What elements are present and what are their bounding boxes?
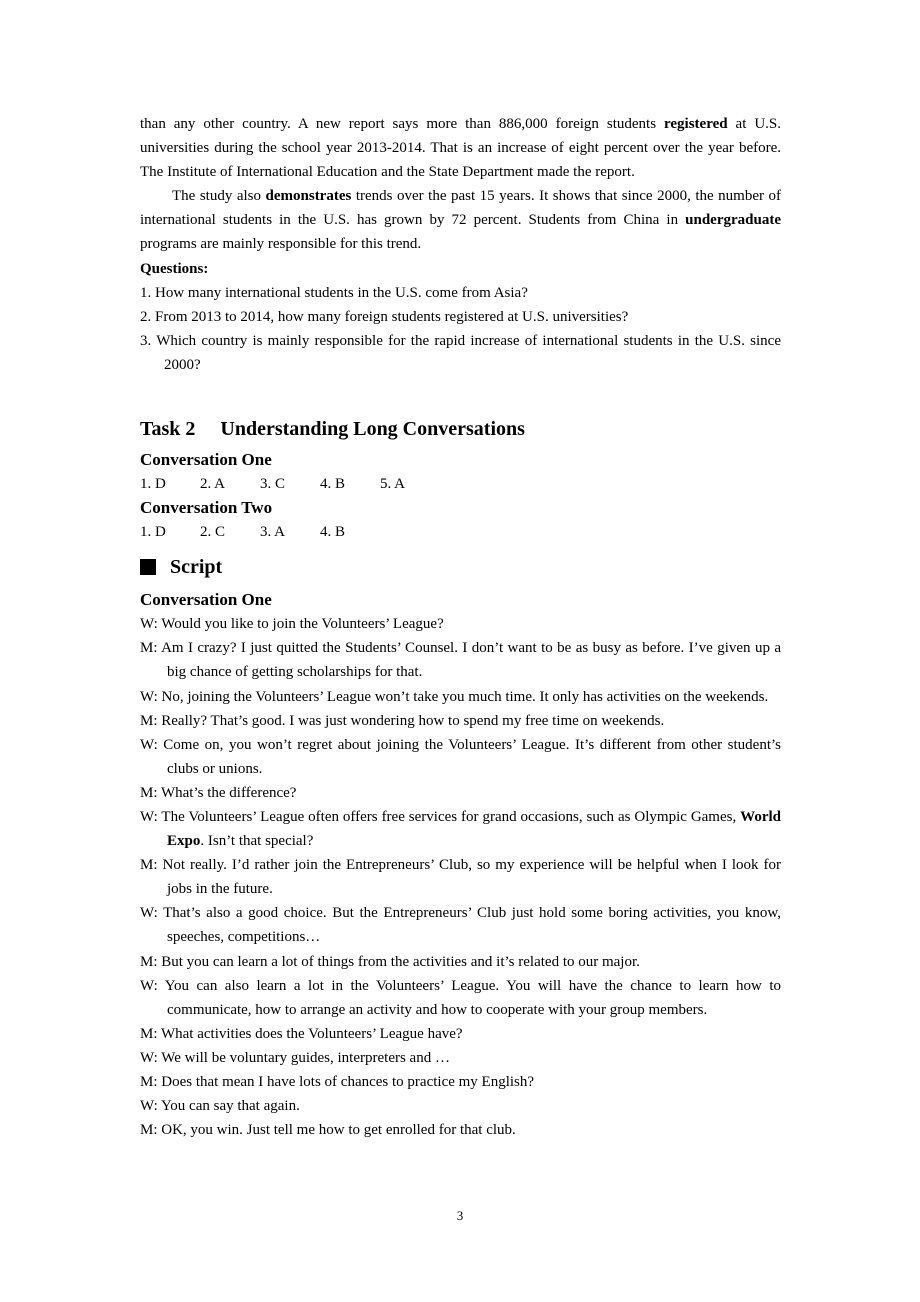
answer: 2. C	[200, 524, 226, 541]
square-bullet-icon	[140, 559, 156, 575]
answer: 4. B	[320, 524, 346, 541]
dialogue-line: W: That’s also a good choice. But the Entrepreneurs’ Club just hold some boring activities, you know, speeches, competitions…	[140, 905, 781, 946]
text: The study also	[172, 188, 266, 205]
answer: 4. B	[320, 476, 346, 493]
document-body	[140, 112, 781, 1142]
conversation-one-answers	[140, 472, 781, 496]
dialogue-line: M: OK, you win. Just tell me how to get enrolled for that club.	[140, 1122, 516, 1139]
script-conversation-one-heading: Conversation One	[140, 590, 272, 610]
dialogue-line: W: Come on, you won’t regret about joining the Volunteers’ League. It’s different from other student’s clubs or unions.	[140, 736, 781, 777]
page-number: 3	[456, 1208, 464, 1223]
task-2-heading: Task 2 Understanding Long Conversations	[140, 418, 525, 441]
bold-term: World Expo	[167, 808, 781, 850]
text: than any other country. A new report says more than 886,000 foreign students	[140, 116, 664, 132]
script-heading	[140, 552, 781, 582]
answer: 3. C	[260, 476, 286, 493]
answer: 3. A	[260, 524, 286, 541]
text: . Isn’t that special?	[200, 833, 314, 850]
bold-term: undergraduate	[685, 212, 781, 229]
answer: 5. A	[380, 476, 406, 493]
answer: 2. A	[200, 476, 226, 493]
text: trends over the past 15 years. It shows that since 2000, the number of international students in the U.S. has grown by 72 percent. Students from China in	[140, 188, 781, 229]
dialogue-line: W: Would you like to join the Volunteers’ League?	[140, 616, 444, 633]
questions-label: Questions:	[140, 260, 209, 277]
dialogue-line: W: We will be voluntary guides, interpreters and …	[140, 1049, 450, 1066]
dialogue-line: M: Am I crazy? I just quitted the Students’ Counsel. I don’t want to be as busy as before. I’ve given up a big chance of getting scholarships for that.	[140, 640, 781, 681]
dialogue-line: M: What activities does the Volunteers’ League have?	[140, 1025, 463, 1042]
dialogue-line: W: No, joining the Volunteers’ League won’t take you much time. It only has activities on the weekends.	[140, 688, 769, 705]
dialogue-line: M: Really? That’s good. I was just wondering how to spend my free time on weekends.	[140, 712, 665, 729]
intro-paragraph-2	[140, 184, 781, 256]
question-2: 2. From 2013 to 2014, how many foreign students registered at U.S. universities?	[140, 308, 629, 325]
question-3: 3. Which country is mainly responsible for the rapid increase of international students in the U.S. since 2000?	[140, 332, 781, 373]
dialogue-line	[140, 805, 781, 853]
dialogue-line: M: Not really. I’d rather join the Entrepreneurs’ Club, so my experience will be helpful when I look for jobs in the future.	[140, 857, 781, 898]
dialogue-line: M: What’s the difference?	[140, 784, 297, 801]
bold-term: registered	[664, 116, 728, 132]
dialogue-line: M: But you can learn a lot of things from the activities and it’s related to our major.	[140, 953, 640, 970]
text: programs are mainly responsible for this trend.	[140, 236, 422, 253]
dialogue-line: M: Does that mean I have lots of chances to practice my English?	[140, 1074, 535, 1090]
script-title: Script	[170, 556, 223, 579]
intro-paragraph-1	[140, 112, 781, 184]
answer: 1. D	[140, 476, 166, 493]
bold-term: demonstrates	[265, 188, 352, 205]
question-1: 1. How many international students in the U.S. come from Asia?	[140, 284, 528, 301]
dialogue-line: W: You can say that again.	[140, 1098, 300, 1115]
conversation-two-heading: Conversation Two	[140, 498, 273, 518]
conversation-two-answers	[140, 520, 781, 544]
answer: 1. D	[140, 524, 166, 541]
text: W: The Volunteers’ League often offers free services for grand occasions, such as Olympic Games,	[140, 808, 741, 825]
conversation-one-heading: Conversation One	[140, 450, 272, 470]
dialogue-line: W: You can also learn a lot in the Volunteers’ League. You will have the chance to learn how to communicate, how to arrange an activity and how to cooperate with your group members.	[140, 977, 781, 1018]
text: at U.S. universities during the school year 2013-2014. That is an increase of eight percent over the year before. The Institute of International Education and the State Department made the report.	[140, 116, 782, 181]
